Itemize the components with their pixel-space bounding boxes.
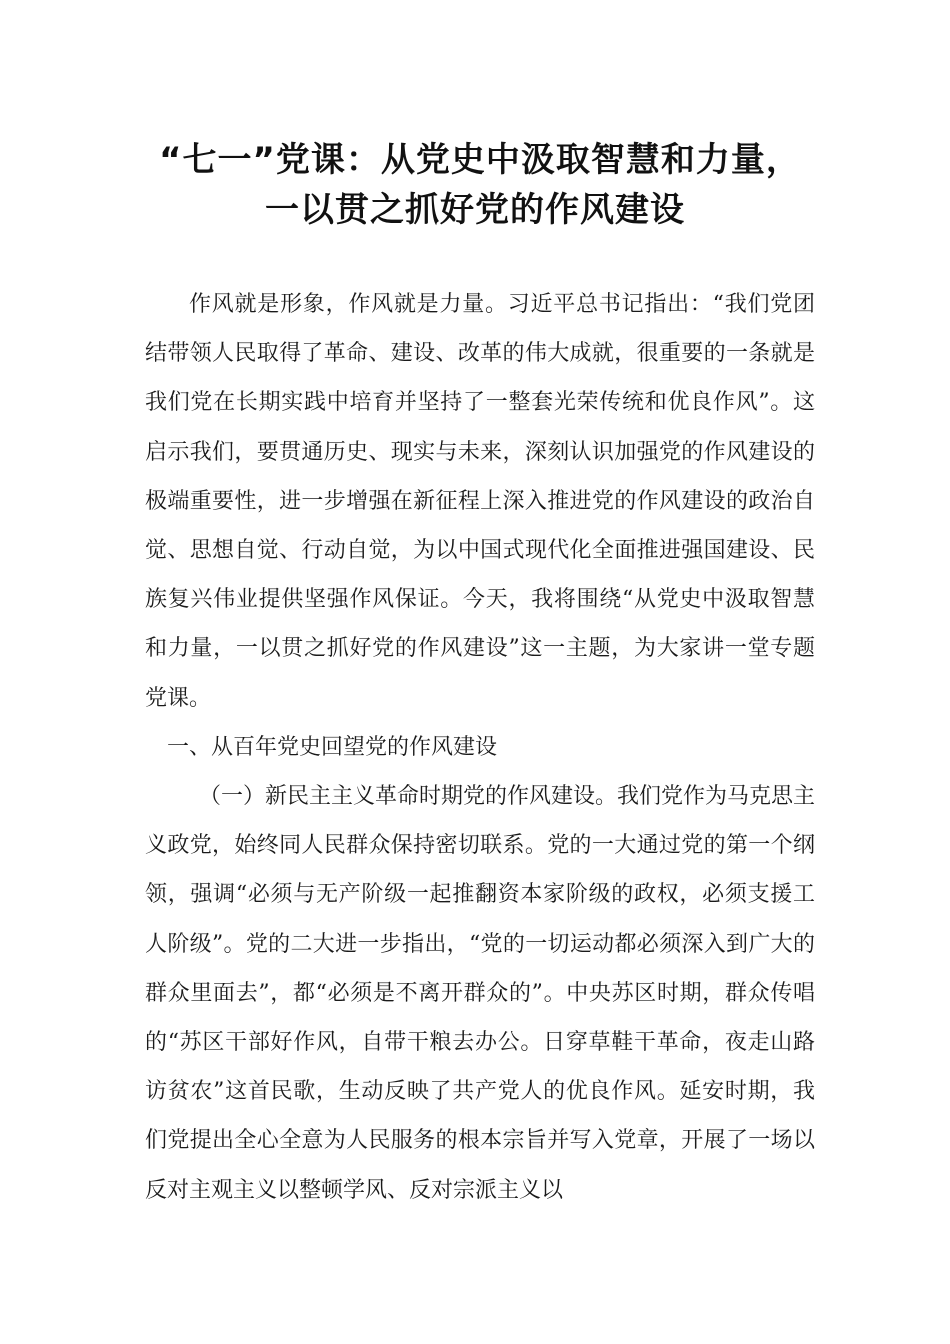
- document-title-line-1: “七一”党课：从党史中汲取智慧和力量，: [159, 140, 801, 180]
- intro-paragraph: 作风就是形象，作风就是力量。习近平总书记指出：“我们党团结带领人民取得了革命、建设、改革的伟大成就，很重要的一条就是我们党在长期实践中培育并坚持了一整套光荣传统和优良作风”。这启示我们，要贯通历史、现实与未来，深刻认识加强党的作风建设的极端重要性，进一步增强在新征程上深入推进党的作风建设的政治自觉、思想自觉、行动自觉，为以中国式现代化全面推进强国建设、民族复兴伟业提供坚强作风保证。今天，我将围绕“从党史中汲取智慧和力量，一以贯之抓好党的作风建设”这一主题，为大家讲一堂专题党课。: [145, 292, 815, 711]
- section-heading: 一、从百年党史回望党的作风建设: [167, 734, 498, 760]
- document-title-line-2: 一以贯之抓好党的作风建设: [265, 190, 685, 230]
- subsection-paragraph: （一）新民主主义革命时期党的作风建设。我们党作为马克思主义政党，始终同人民群众保持密切联系。党的一大通过党的第一个纲领，强调“必须与无产阶级一起推翻资本家阶级的政权，必须支援工人阶级”。党的二大进一步指出，“党的一切运动都必须深入到广大的群众里面去”，都“必须是不离开群众的”。中央苏区时期，群众传唱的“苏区干部好作风，自带干粮去办公。日穿草鞋干革命，夜走山路访贫农”这首民歌，生动反映了共产党人的优良作风。延安时期，我们党提出全心全意为人民服务的根本宗旨并写入党章，开展了一场以反对主观主义以整顿学风、反对宗派主义以: [145, 784, 816, 1203]
- document-body: [145, 280, 815, 1215]
